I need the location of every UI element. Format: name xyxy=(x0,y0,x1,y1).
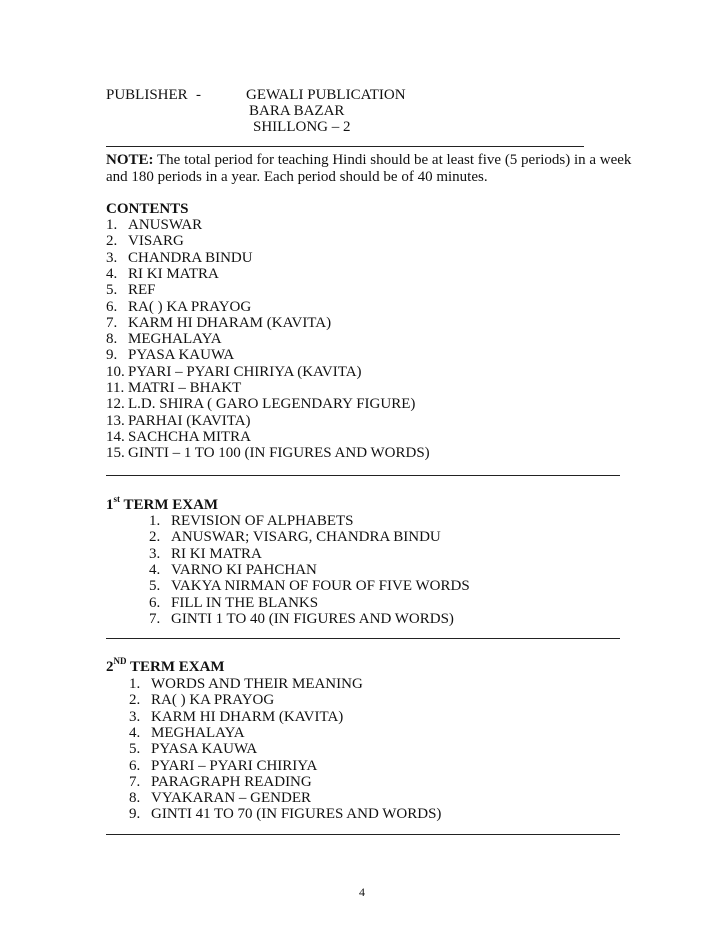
list-item: VISARG xyxy=(128,233,184,250)
list-item: PYARI – PYARI CHIRIYA (KAVITA) xyxy=(128,363,362,380)
list-item-number: 6. xyxy=(149,594,161,611)
list-item-number: 9. xyxy=(106,347,118,364)
list-item: MATRI – BHAKT xyxy=(128,380,242,396)
list-item-number: 3. xyxy=(106,249,118,266)
publisher-label: PUBLISHER xyxy=(106,87,188,103)
list-item: KARM HI DHARM (KAVITA) xyxy=(151,708,344,725)
list-item: GINTI – 1 TO 100 (IN FIGURES AND WORDS) xyxy=(128,445,430,462)
list-item-number: 3. xyxy=(129,708,141,725)
divider-rule xyxy=(106,475,620,476)
list-item-number: 11. xyxy=(106,380,125,396)
list-item-number: 7. xyxy=(149,610,161,627)
list-item: VYAKARAN – GENDER xyxy=(151,790,311,807)
list-item: RA( ) KA PRAYOG xyxy=(128,298,252,315)
list-item: KARM HI DHARAM (KAVITA) xyxy=(128,314,332,331)
list-item: RI KI MATRA xyxy=(171,545,262,562)
list-item: PYASA KAUWA xyxy=(128,347,235,364)
list-item: L.D. SHIRA ( GARO LEGENDARY FIGURE) xyxy=(128,396,416,413)
list-item: MEGHALAYA xyxy=(128,331,222,348)
list-item: CHANDRA BINDU xyxy=(128,249,253,266)
list-item-number: 10. xyxy=(106,363,125,380)
list-item: PYARI – PYARI CHIRIYA xyxy=(151,757,318,774)
list-item-number: 4. xyxy=(129,724,141,741)
list-item-number: 4. xyxy=(149,561,161,578)
list-item: PARHAI (KAVITA) xyxy=(128,412,251,429)
list-item: ANUSWAR xyxy=(128,217,203,233)
list-item-number: 1. xyxy=(129,676,141,692)
list-item-number: 5. xyxy=(149,578,161,595)
term1-number: 1 xyxy=(106,497,114,513)
list-item-number: 7. xyxy=(129,773,141,790)
list-item: RI KI MATRA xyxy=(128,265,219,282)
list-item-number: 2. xyxy=(106,233,118,250)
note-text-line2: and 180 periods in a year. Each period should be of 40 minutes. xyxy=(106,169,488,185)
list-item-number: 6. xyxy=(106,298,118,315)
term2-title: TERM EXAM xyxy=(129,659,225,675)
page-number: 4 xyxy=(359,885,365,899)
list-item-number: 2. xyxy=(129,692,141,709)
publisher-address-line2: SHILLONG – 2 xyxy=(253,119,351,135)
list-item: VAKYA NIRMAN OF FOUR OF FIVE WORDS xyxy=(171,578,470,595)
list-item-number: 2. xyxy=(149,529,161,546)
term2-ordinal: ND xyxy=(113,656,127,666)
list-item: REVISION OF ALPHABETS xyxy=(171,513,354,529)
list-item: PARAGRAPH READING xyxy=(151,773,312,790)
list-item: VARNO KI PAHCHAN xyxy=(171,561,317,578)
list-item: REF xyxy=(128,282,156,299)
note-label: NOTE: xyxy=(106,152,154,168)
list-item: GINTI 1 TO 40 (IN FIGURES AND WORDS) xyxy=(171,610,454,627)
list-item-number: 8. xyxy=(106,331,118,348)
list-item-number: 5. xyxy=(106,282,118,299)
list-item-number: 1. xyxy=(149,513,161,529)
publisher-name: GEWALI PUBLICATION xyxy=(246,87,406,103)
list-item-number: 7. xyxy=(106,314,118,331)
term2-number: 2 xyxy=(106,659,114,675)
list-item-number: 15. xyxy=(106,445,125,462)
list-item: WORDS AND THEIR MEANING xyxy=(151,676,363,692)
list-item-number: 4. xyxy=(106,265,118,282)
list-item: GINTI 41 TO 70 (IN FIGURES AND WORDS) xyxy=(151,806,442,823)
list-item: ANUSWAR; VISARG, CHANDRA BINDU xyxy=(171,529,441,546)
list-item: RA( ) KA PRAYOG xyxy=(151,692,275,709)
divider-rule xyxy=(106,834,620,835)
term1-ordinal: st xyxy=(113,494,120,504)
list-item-number: 6. xyxy=(129,757,141,774)
term2-heading xyxy=(106,656,225,675)
list-item-number: 1. xyxy=(106,217,118,233)
divider-rule xyxy=(106,638,620,639)
note-line1 xyxy=(106,152,631,168)
list-item: MEGHALAYA xyxy=(151,724,245,741)
contents-heading: CONTENTS xyxy=(106,201,189,217)
divider-rule xyxy=(106,146,584,147)
list-item-number: 3. xyxy=(149,545,161,562)
list-item: FILL IN THE BLANKS xyxy=(171,594,319,611)
list-item: SACHCHA MITRA xyxy=(128,428,251,445)
publisher-address-line1: BARA BAZAR xyxy=(249,103,345,119)
list-item-number: 12. xyxy=(106,396,125,413)
list-item-number: 9. xyxy=(129,806,141,823)
list-item-number: 14. xyxy=(106,428,125,445)
term1-heading xyxy=(106,494,219,513)
list-item-number: 13. xyxy=(106,412,125,429)
term1-title: TERM EXAM xyxy=(123,497,219,513)
list-item-number: 5. xyxy=(129,741,141,758)
list-item: PYASA KAUWA xyxy=(151,741,258,758)
note-text-line1: The total period for teaching Hindi should be at least five (5 periods) in a week xyxy=(157,152,632,168)
publisher-dash: - xyxy=(196,87,201,103)
list-item-number: 8. xyxy=(129,790,141,807)
